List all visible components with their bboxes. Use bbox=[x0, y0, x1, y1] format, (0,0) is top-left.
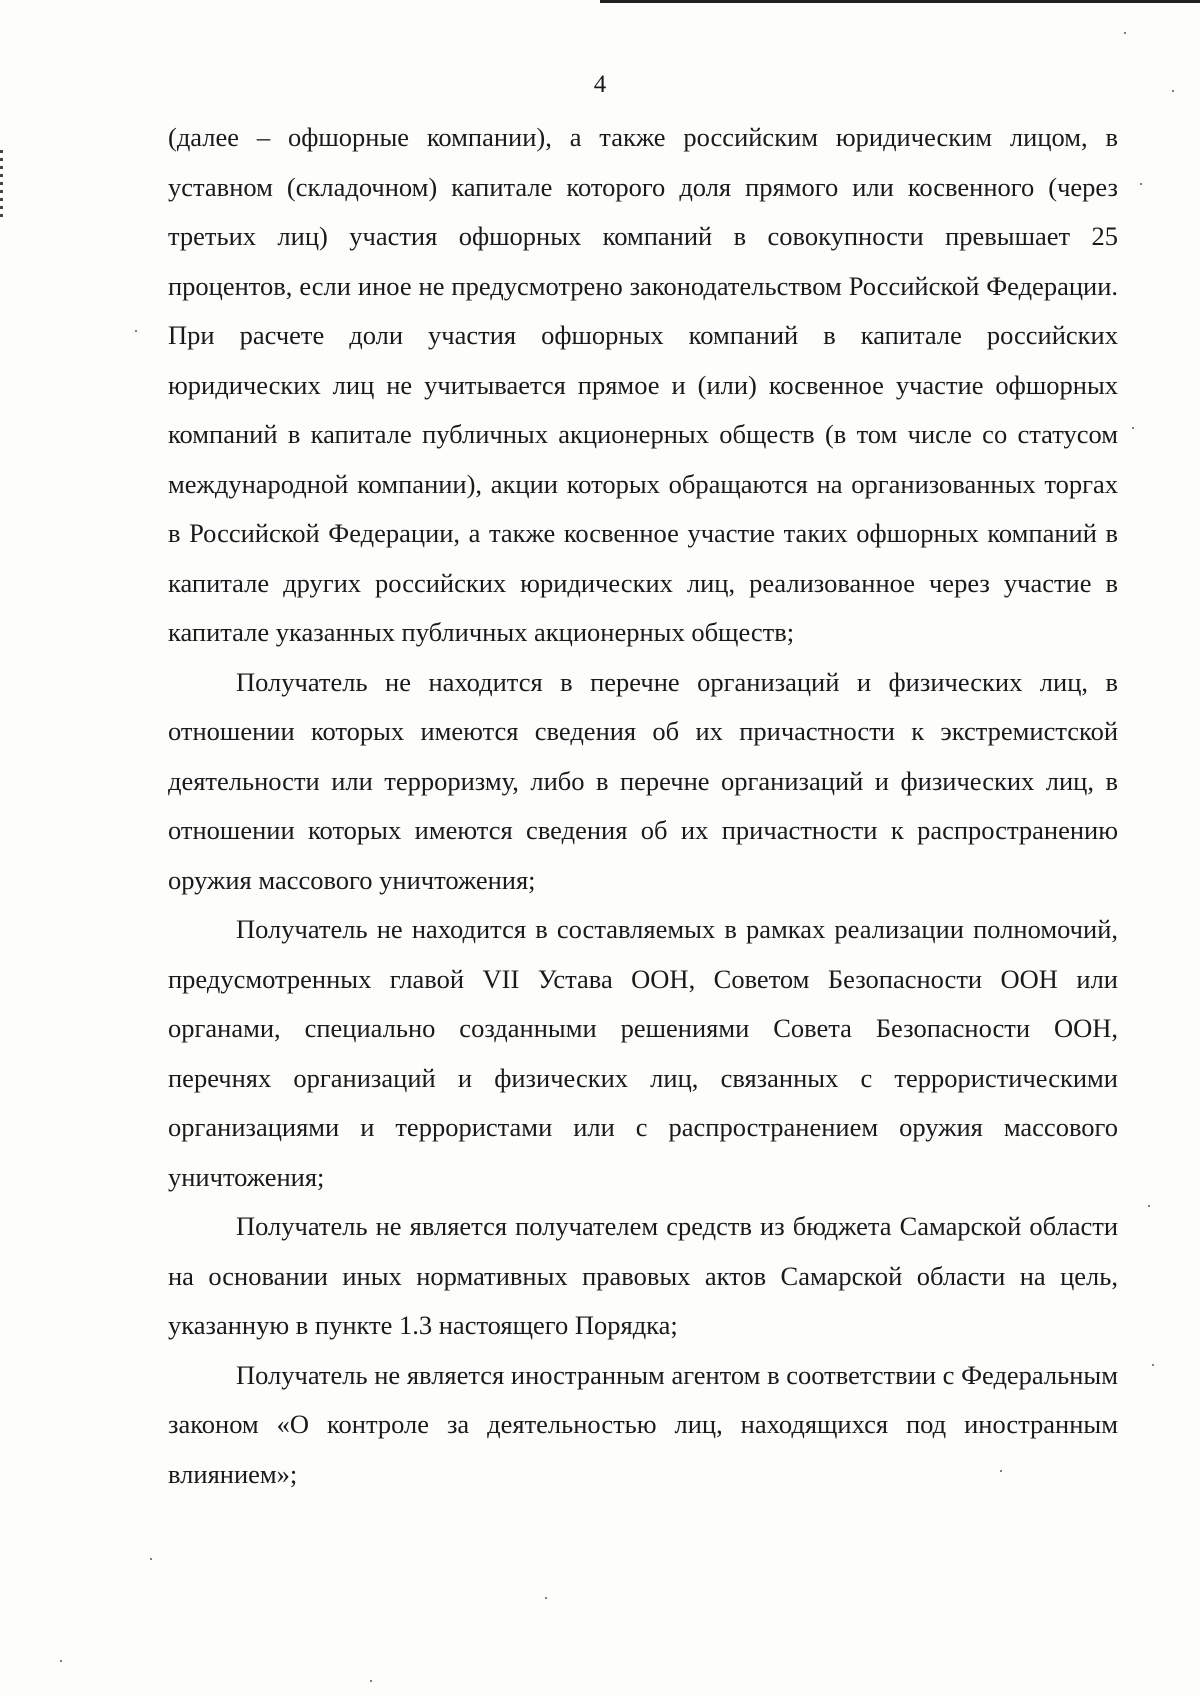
scan-speck bbox=[1152, 1364, 1154, 1366]
page-number: 4 bbox=[593, 71, 607, 98]
scan-speck bbox=[1172, 90, 1174, 92]
scan-speck bbox=[1124, 32, 1126, 34]
paragraph-budget-funds: Получатель не является получателем средств из бюджета Самарской области на основании иных нормативных правовых актов Самарской области на цель, указанную в пункте 1.3 настоящего Порядка; bbox=[168, 1211, 1118, 1340]
scan-speck bbox=[150, 1558, 152, 1560]
scan-speck bbox=[370, 1680, 372, 1682]
document-body bbox=[168, 113, 1118, 1499]
left-margin-marks bbox=[0, 150, 3, 220]
scan-speck bbox=[1148, 1205, 1150, 1207]
paragraph-un-lists: Получатель не находится в составляемых в рамках реализации полномочий, предусмотренных главой VII Устава ООН, Советом Безопасности ООН или органами, специально созданными решениями Совета Безопасности ООН, перечнях организаций и физических лиц, связанных с террористическими организациями и террористами или с распространением оружия массового уничтожения; bbox=[168, 914, 1118, 1192]
paragraph-continuation: (далее – офшорные компании), а также российским юридическим лицом, в уставном (складочном) капитале которого доля прямого или косвенного (через третьих лиц) участия офшорных компаний в совокупности превышает 25 процентов, если иное не предусмотрено законодательством Российской Федерации. При расчете доли участия офшорных компаний в капитале российских юридических лиц не учитывается прямое и (или) косвенное участие офшорных компаний в капитале публичных акционерных обществ (в том числе со статусом международной компании), акции которых обращаются на организованных торгах в Российской Федерации, а также косвенное участие таких офшорных компаний в капитале других российских юридических лиц, реализованное через участие в капитале указанных публичных акционерных обществ; bbox=[168, 122, 1118, 647]
scan-speck bbox=[1140, 183, 1142, 185]
top-border-line bbox=[600, 0, 1200, 3]
paragraph-foreign-agent: Получатель не является иностранным агентом в соответствии с Федеральным законом «О контроле за деятельностью лиц, находящихся под иностранным влиянием»; bbox=[168, 1359, 1118, 1489]
paragraph-extremism-list: Получатель не находится в перечне организаций и физических лиц, в отношении которых имеются сведения об их причастности к экстремистской деятельности или терроризму, либо в перечне организаций и физических лиц, в отношении которых имеются сведения об их причастности к распространению оружия массового уничтожения; bbox=[168, 666, 1118, 895]
scan-speck bbox=[1000, 1470, 1002, 1472]
scan-speck bbox=[135, 330, 137, 332]
scan-speck bbox=[545, 1597, 547, 1599]
scan-speck bbox=[60, 1660, 62, 1662]
scan-speck bbox=[1132, 427, 1134, 429]
